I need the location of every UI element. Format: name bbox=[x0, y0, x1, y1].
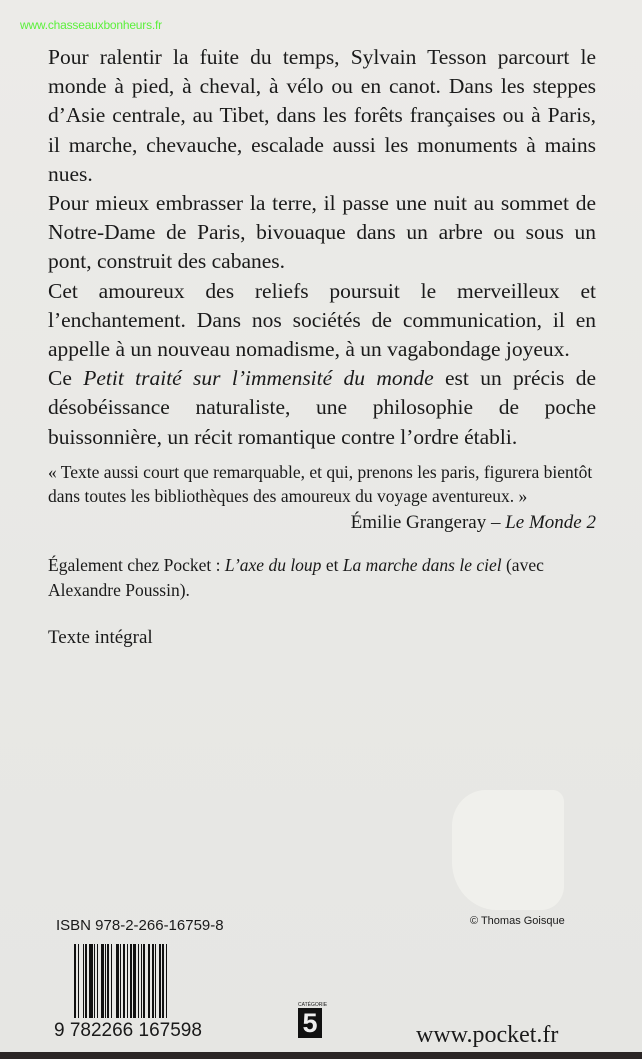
category-badge bbox=[298, 1002, 327, 1038]
blurb-paragraph: Pour mieux embrasser la terre, il passe une nuit au sommet de Notre-Dame de Paris, bivouaque dans un arbre ou sous un pont, construit des cabanes. bbox=[48, 191, 596, 274]
book-title: La marche dans le ciel bbox=[342, 555, 502, 576]
book-title: Petit traité sur l’immensité du monde bbox=[83, 366, 434, 391]
author-name: Émilie Grangeray – bbox=[350, 511, 506, 533]
watermark: www.chasseauxbonheurs.fr bbox=[20, 18, 162, 32]
quote-author bbox=[48, 511, 596, 536]
text: (avec Alexandre Poussin). bbox=[48, 555, 544, 601]
integral-text-label: Texte intégral bbox=[48, 627, 153, 649]
book-title: L’axe du loup bbox=[224, 555, 322, 576]
barcode bbox=[74, 944, 244, 1018]
blurb-paragraph bbox=[48, 364, 596, 452]
blurb bbox=[48, 43, 596, 452]
cover-edge bbox=[0, 1052, 642, 1059]
category-label: CATÉGORIE bbox=[298, 1002, 328, 1008]
worn-patch bbox=[452, 790, 564, 910]
isbn: ISBN 978-2-266-16759-8 bbox=[56, 917, 224, 934]
text: et bbox=[321, 555, 343, 576]
website: www.pocket.fr bbox=[416, 1022, 559, 1048]
text: Ce bbox=[48, 366, 84, 391]
category-number: 5 bbox=[298, 1008, 322, 1038]
text-column bbox=[48, 43, 596, 649]
also-available bbox=[48, 553, 596, 603]
photo-credit: © Thomas Goisque bbox=[470, 915, 565, 927]
quote-source: Le Monde 2 bbox=[505, 511, 596, 533]
blurb-paragraph: Pour ralentir la fuite du temps, Sylvain Tesson parcourt le monde à pied, à cheval, à vélo ou en canot. Dans les steppes d’Asie centrale, au Tibet, dans les forêts françaises ou à Paris, il marche, chevauche, escalade aussi les monuments à mains nues. bbox=[48, 45, 596, 186]
press-quote bbox=[48, 460, 596, 536]
text: Également chez Pocket : bbox=[48, 555, 225, 576]
barcode-bar bbox=[167, 944, 169, 1018]
barcode-number: 9 782266 167598 bbox=[54, 1020, 202, 1041]
blurb-paragraph: Cet amoureux des reliefs poursuit le merveilleux et l’enchantement. Dans nos sociétés de communication, il en appelle à un nouveau nomadisme, à un vagabondage joyeux. bbox=[48, 278, 596, 362]
quote-text: « Texte aussi court que remarquable, et qui, prenons les paris, figurera bientôt dans toutes les bibliothèques des amoureux du voyage aventureux. » bbox=[48, 461, 593, 507]
text: est un précis de désobéissance naturaliste, une philosophie de poche buissonnière, un récit romantique contre l’ordre établi. bbox=[48, 366, 596, 449]
